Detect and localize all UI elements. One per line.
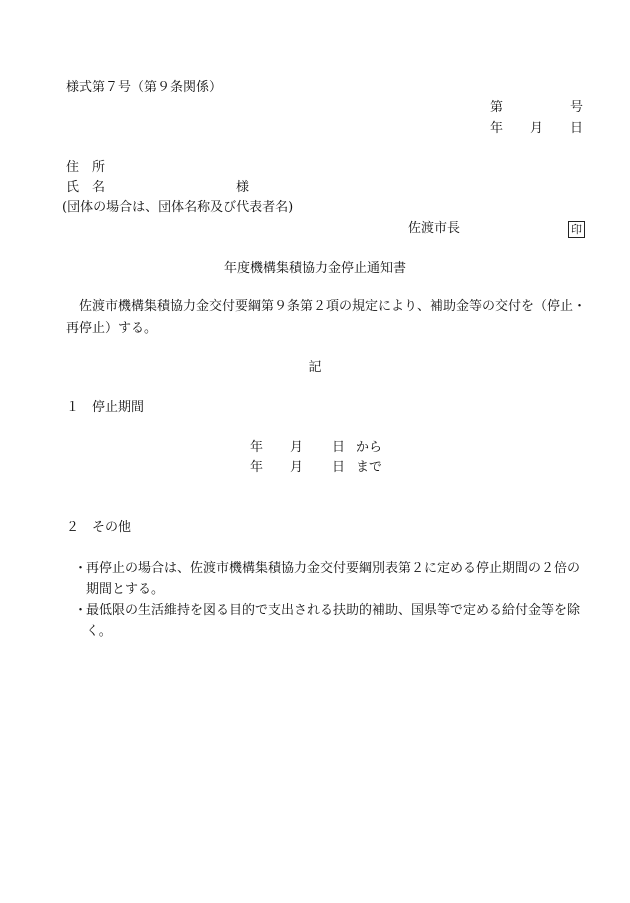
to-suffix: まで — [356, 460, 383, 475]
date-day: 日 — [570, 121, 584, 136]
to-year: 年 — [250, 460, 264, 475]
from-year: 年 — [250, 440, 264, 455]
to-month: 月 — [290, 460, 304, 475]
section2-heading: ２ その他 — [66, 520, 132, 535]
from-month: 月 — [290, 440, 304, 455]
note-bullet: ・ — [74, 603, 88, 618]
name-label: 氏 名 — [66, 180, 106, 195]
ki-label: 記 — [308, 360, 322, 375]
number-go: 号 — [570, 100, 584, 115]
body-paragraph: 佐渡市機構集積協力金交付要綱第９条第２項の規定により、補助金等の交付を（停止・再停止）する。 — [66, 299, 587, 336]
from-suffix: から — [356, 440, 383, 455]
date-year: 年 — [490, 121, 504, 136]
address-label: 住 所 — [66, 160, 106, 175]
to-day: 日 — [332, 460, 346, 475]
seal-mark: 印 — [568, 221, 585, 238]
note-item — [66, 600, 586, 642]
form-id: 様式第７号（第９条関係） — [66, 80, 223, 95]
note-text: 最低限の生活維持を図る目的で支出される扶助的補助、国県等で定める給付金等を除く。 — [86, 603, 581, 639]
note-bullet: ・ — [74, 561, 88, 576]
from-day: 日 — [332, 440, 346, 455]
note-item — [66, 558, 586, 600]
issuer-title: 佐渡市長 — [408, 221, 461, 236]
note-text: 再停止の場合は、佐渡市機構集積協力金交付要綱別表第２に定める停止期間の２倍の期間とする。 — [86, 561, 581, 597]
document-title: 年度機構集積協力金停止通知書 — [223, 261, 406, 276]
sama-label: 様 — [236, 180, 250, 195]
group-note: (団体の場合は、団体名称及び代表者名) — [62, 200, 294, 215]
number-dai: 第 — [490, 100, 504, 115]
date-month: 月 — [530, 121, 544, 136]
section1-heading: １ 停止期間 — [66, 400, 145, 415]
